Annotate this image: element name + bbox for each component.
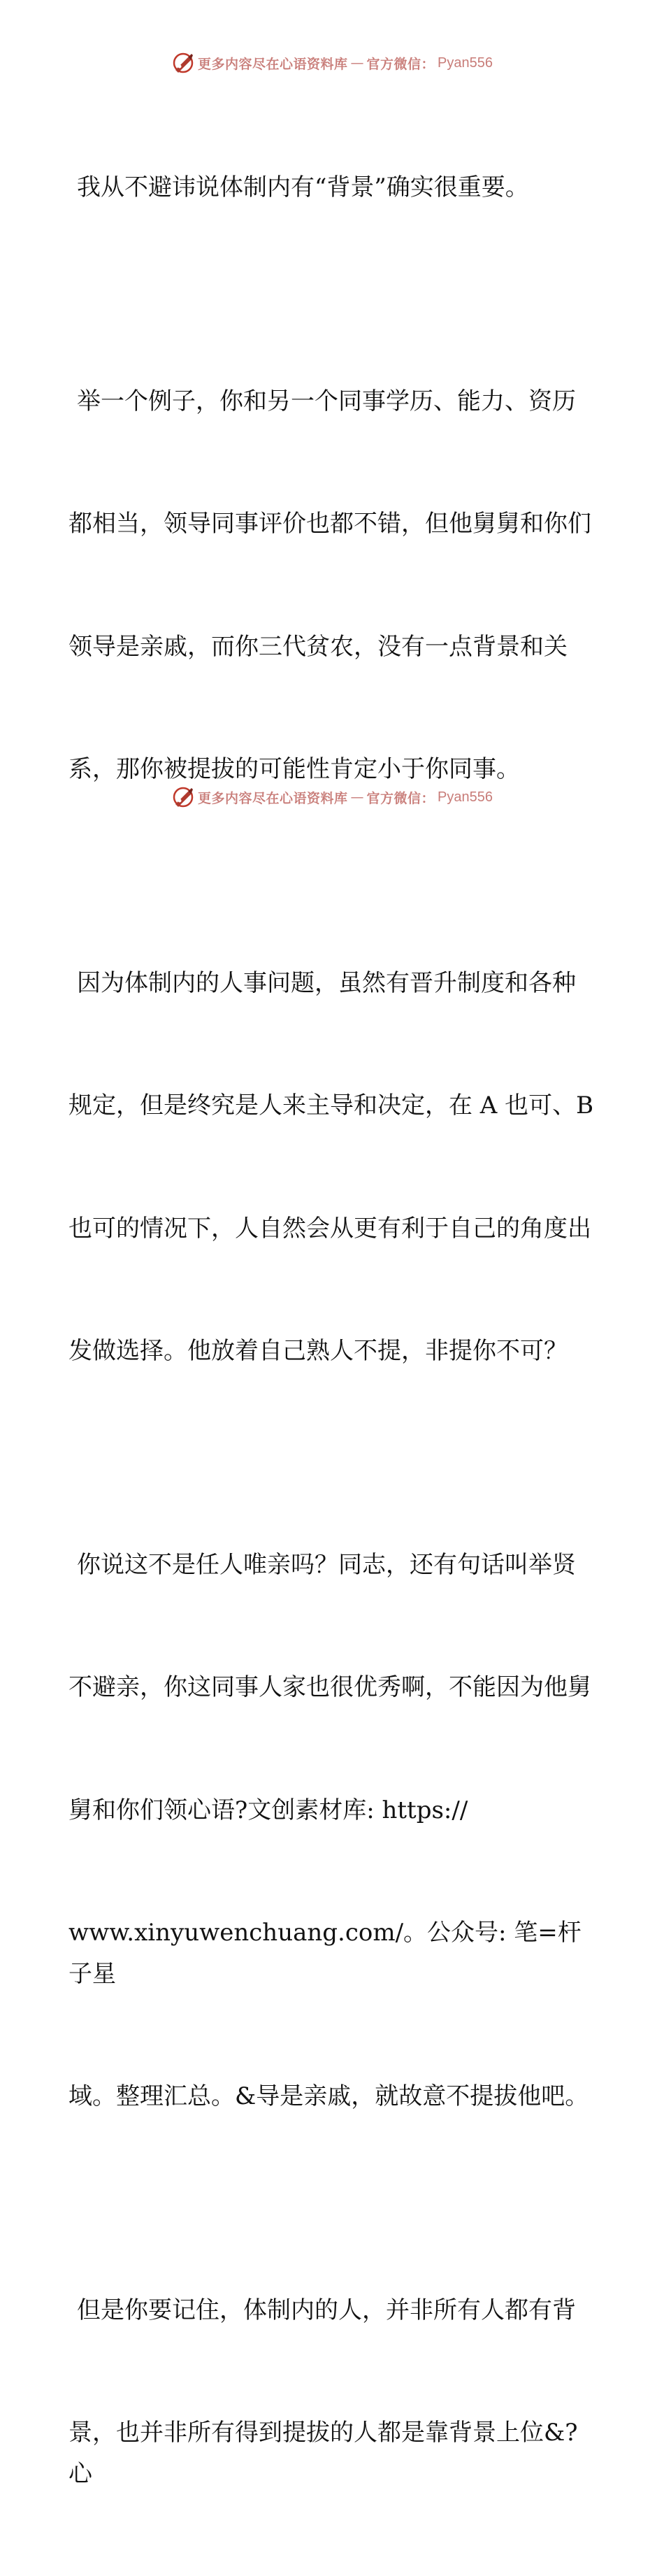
paragraph — [68, 1463, 600, 2199]
document-body — [68, 85, 600, 2576]
text-line: 也可的情况下，人自然会从更有利于自己的角度出 — [68, 1208, 600, 1250]
pen-logo-icon — [171, 51, 195, 75]
wechat-id: Pyan556 — [438, 55, 493, 71]
text-line: 我从不避讳说体制内有“背景”确实很重要。 — [68, 167, 600, 208]
brand-dash: — — [351, 789, 364, 805]
text-line: www.xinyuwenchuang.com/。公众号: 笔=杆子星 — [68, 1912, 600, 1994]
page-header-watermark — [0, 49, 664, 77]
contact-label: 官方微信： — [367, 788, 435, 807]
contact-label: 官方微信： — [367, 54, 435, 73]
page-footer-watermark — [0, 783, 664, 811]
brand-text: 更多内容尽在心语资料库 — [198, 788, 348, 807]
text-line: 景，也并非所有得到提拔的人都是靠背景上位&?心 — [68, 2412, 600, 2494]
paragraph — [68, 85, 600, 290]
text-line: 域。整理汇总。&导是亲戚，就故意不提拔他吧。 — [68, 2076, 600, 2117]
brand-line — [171, 785, 493, 809]
text-line: 举一个例子，你和另一个同事学历、能力、资历 — [68, 381, 600, 422]
wechat-id: Pyan556 — [438, 789, 493, 806]
text-line: 你说这不是任人唯亲吗？同志，还有句话叫举贤 — [68, 1545, 600, 1586]
brand-line — [171, 51, 493, 75]
text-line: 领导是亲戚，而你三代贫农，没有一点背景和关 — [68, 627, 600, 668]
pen-logo-icon — [171, 785, 195, 809]
paragraph — [68, 881, 600, 1454]
text-line: 规定，但是终究是人来主导和决定，在 A 也可、B — [68, 1085, 600, 1126]
text-line: 发做选择。他放着自己熟人不提，非提你不可？ — [68, 1331, 600, 1372]
paragraph — [68, 2208, 600, 2576]
text-line: 但是你要记住，体制内的人，并非所有人都有背 — [68, 2290, 600, 2331]
brand-dash: — — [351, 55, 364, 71]
text-line: 都相当，领导同事评价也都不错，但他舅舅和你们 — [68, 503, 600, 545]
text-line: 系，那你被提拔的可能性肯定小于你同事。 — [68, 749, 600, 790]
text-line: 因为体制内的人事问题，虽然有晋升制度和各种 — [68, 963, 600, 1004]
text-line: 舅和你们领心语?文创素材库: https:// — [68, 1790, 600, 1831]
brand-text: 更多内容尽在心语资料库 — [198, 54, 348, 73]
text-line: 不避亲，你这同事人家也很优秀啊，不能因为他舅 — [68, 1667, 600, 1708]
